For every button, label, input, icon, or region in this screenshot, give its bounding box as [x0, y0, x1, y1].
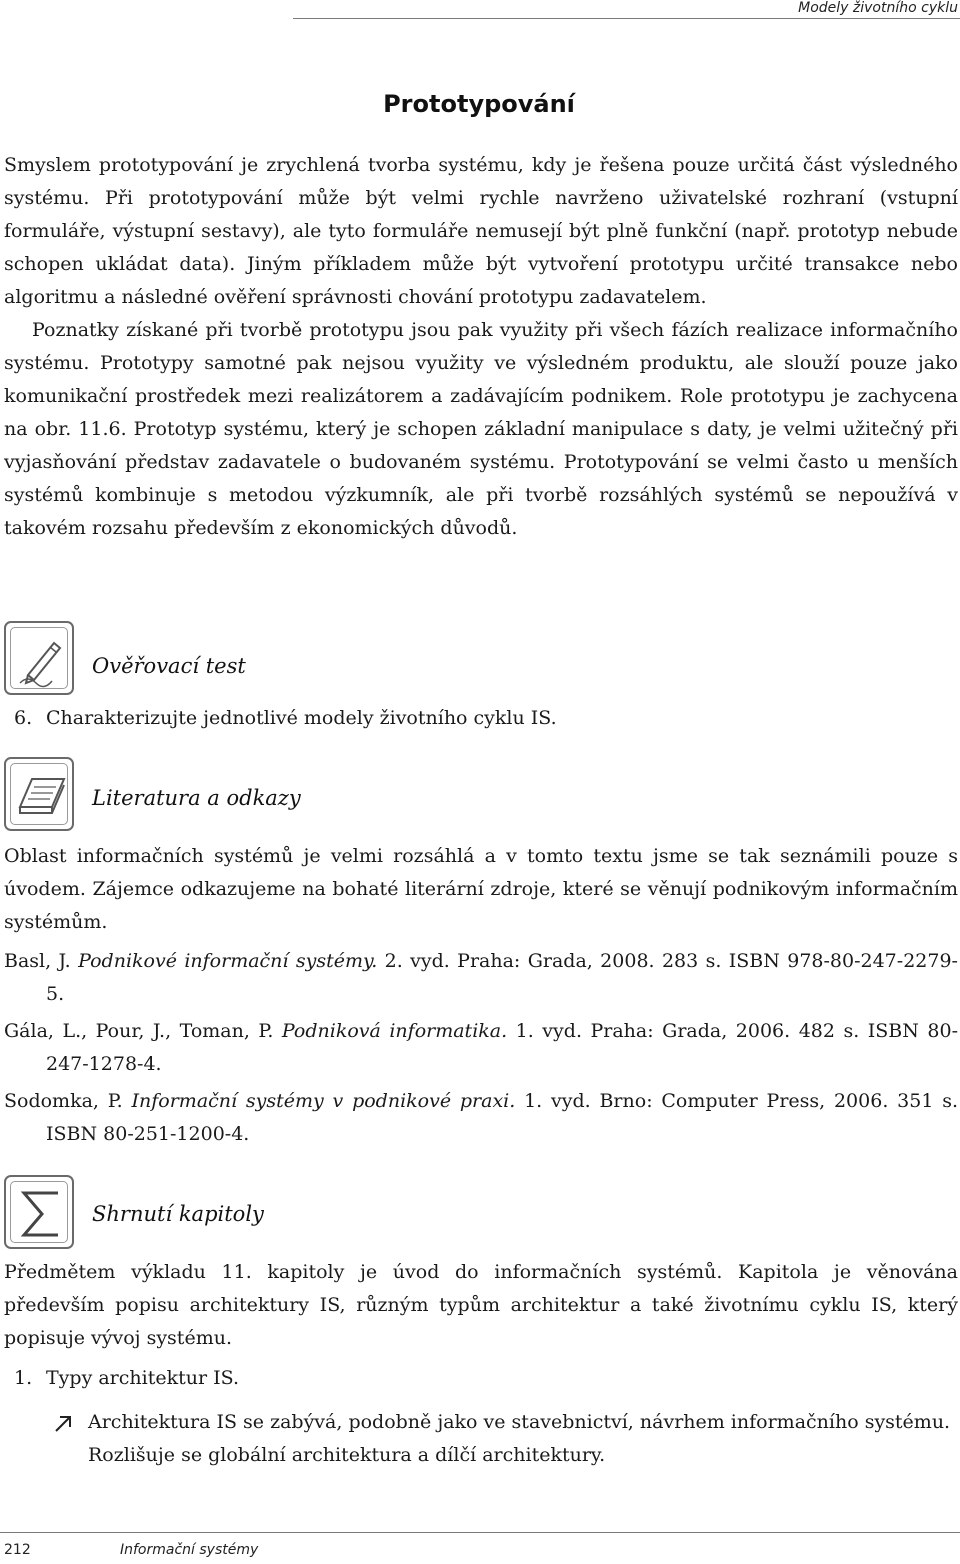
sigma-glyph — [6, 1177, 76, 1251]
question-number: 6. — [14, 707, 33, 729]
reference-title: Podniková informatika. — [281, 1020, 508, 1042]
summary-list-item — [14, 1367, 239, 1389]
reference-details: 1. vyd. Brno: Computer Press, 2006. 351 s. ISBN 80-251-1200-4. — [46, 1090, 959, 1145]
literature-intro: Oblast informačních systémů je velmi rozsáhlá a v tomto textu jsme se tak seznámili pouze s úvodem. Zájemce odkazujeme na bohaté literární zdroje, které se věnují podnikovým informačním systémům. — [4, 845, 958, 933]
book-glyph — [6, 759, 76, 833]
reference-title: Podnikové informační systémy. — [78, 950, 378, 972]
section-title — [0, 90, 960, 118]
header-rule — [293, 18, 960, 19]
section-title-text: Prototypování — [383, 90, 575, 118]
question-text: Charakterizujte jednotlivé modely životního cyklu IS. — [46, 707, 557, 729]
arrow-up-right-icon — [52, 1413, 74, 1435]
pen-writing-icon — [4, 621, 74, 695]
reference-details: 1. vyd. Praha: Grada, 2006. 482 s. ISBN 80-247-1278-4. — [46, 1020, 958, 1075]
running-header: Modely životního cyklu — [798, 0, 958, 16]
reference-details: 2. vyd. Praha: Grada, 2008. 283 s. ISBN 978-80-247-2279-5. — [46, 950, 958, 1005]
list-item-text: Typy architektur IS. — [46, 1367, 239, 1389]
reference-item — [4, 945, 958, 1011]
reference-item — [4, 1085, 958, 1151]
paragraph-2: Poznatky získané při tvorbě prototypu jsou pak využity při všech fázích realizace informačního systému. Prototypy samotné pak nejsou využity ve výsledném produktu, ale slouží pouze jako komunikační prostředek mezi realizátorem a zadávajícím podnikem. Role prototypu je zachycena na obr. 11.6. Prototyp systému, který je schopen základní manipulace s daty, je velmi užitečný při vyjasňování představ zadavatele o budovaném systému. Prototypování se velmi často u menších systémů kombinuje s metodou výzkumník, ale při tvorbě rozsáhlých systémů se nepoužívá v takovém rozsahu především z ekonomických důvodů. — [4, 319, 958, 539]
pen-writing-glyph — [6, 623, 76, 697]
book-icon — [4, 757, 74, 831]
page-number: 212 — [4, 1542, 31, 1558]
literature-heading: Literatura a odkazy — [92, 786, 301, 810]
reference-item — [4, 1015, 958, 1081]
paragraph-1: Smyslem prototypování je zrychlená tvorba systému, kdy je řešena pouze určitá část výsledného systému. Při prototypování může být velmi rychle navrženo uživatelské rozhraní (vstupní formuláře, výstupní sestavy), ale tyto formuláře nemusejí být plně funkční (např. prototyp nebude schopen ukládat data). Jiným příkladem může být vytvoření prototypu určité transakce nebo algoritmu a následné ověření správnosti chování prototypu zadavatelem. — [4, 154, 958, 308]
book-title: Informační systémy — [120, 1542, 259, 1558]
list-number: 1. — [14, 1367, 33, 1389]
reference-title: Informační systémy v podnikové praxi. — [131, 1090, 516, 1112]
reference-authors: Gála, L., Pour, J., Toman, P. — [4, 1020, 274, 1042]
footer-rule — [0, 1532, 960, 1533]
reference-authors: Basl, J. — [4, 950, 71, 972]
section-body — [4, 149, 958, 545]
test-heading: Ověřovací test — [92, 654, 246, 678]
summary-text: Předmětem výkladu 11. kapitoly je úvod do informačních systémů. Kapitola je věnována především popisu architektury IS, různým typům architektur a také životnímu cyklu IS, který popisuje vývoj systému. — [4, 1261, 958, 1349]
sigma-icon — [4, 1175, 74, 1249]
test-question — [14, 707, 557, 729]
summary-heading: Shrnutí kapitoly — [92, 1202, 264, 1226]
summary-bullet-text: Architektura IS se zabývá, podobně jako ve stavebnictví, návrhem informačního systému. Rozlišuje se globální architektura a dílčí architektury. — [88, 1411, 951, 1466]
reference-authors: Sodomka, P. — [4, 1090, 123, 1112]
